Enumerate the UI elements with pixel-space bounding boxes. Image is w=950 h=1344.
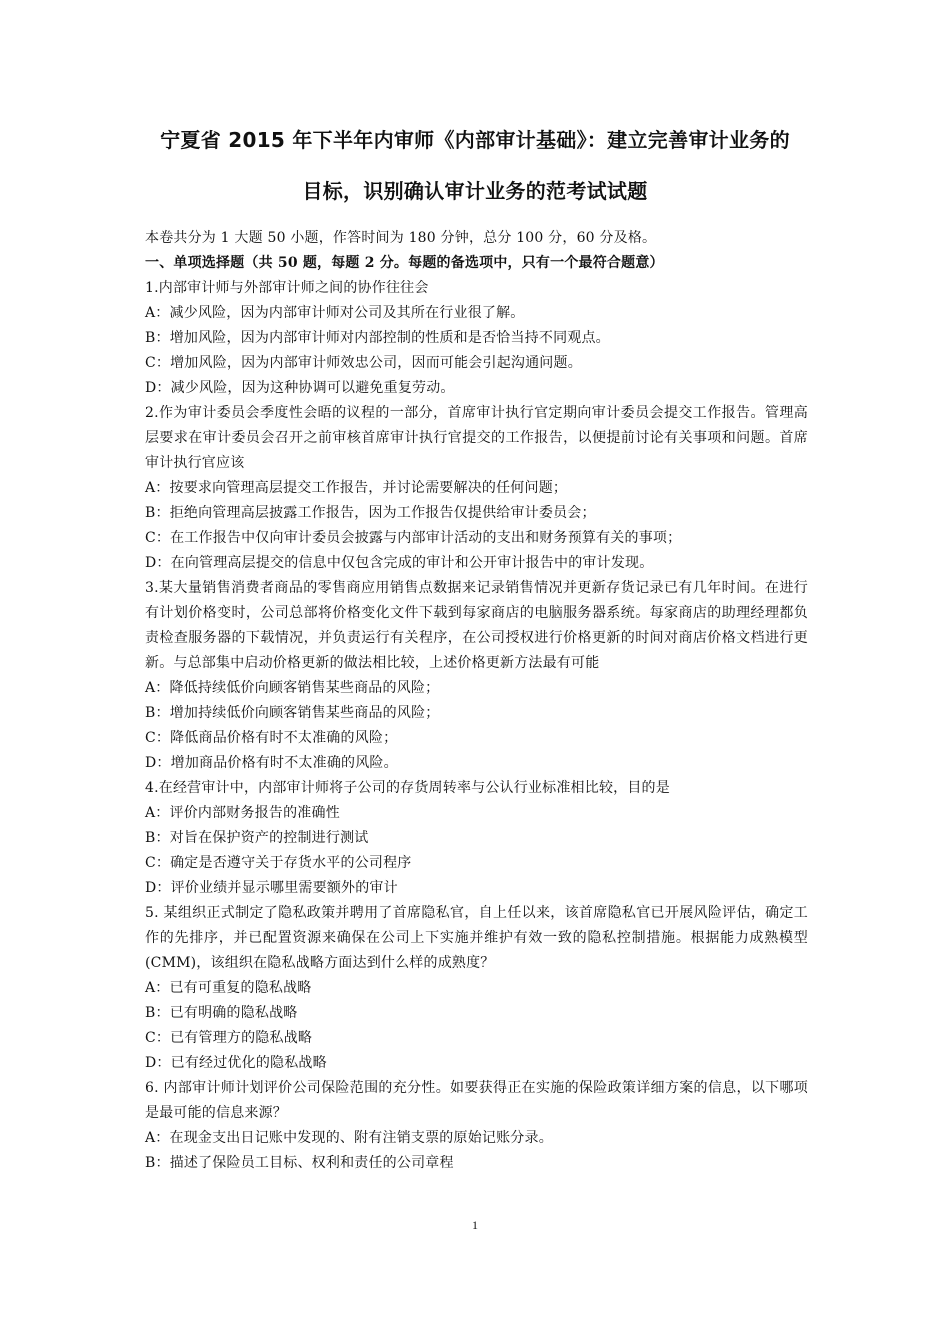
question-stem: 2.作为审计委员会季度性会晤的议程的一部分，首席审计执行官定期向审计委员会提交工作报告。管理高层要求在审计委员会召开之前审核首席审计执行官提交的工作报告，以便提前讨论有关事项和问题。首席审计执行官应该 [145, 405, 808, 471]
section-heading: 一、单项选择题（共 50 题，每题 2 分。每题的备选项中，只有一个最符合题意） [145, 255, 664, 271]
question-stem: 1.内部审计师与外部审计师之间的协作往往会 [145, 280, 429, 296]
document-title-line-2: 目标，识别确认审计业务的范考试试题 [302, 179, 648, 203]
option-c: C：已有管理方的隐私战略 [145, 1030, 313, 1046]
document-body [145, 226, 808, 1176]
document-title-line-1: 宁夏省 2015 年下半年内审师《内部审计基础》：建立完善审计业务的 [160, 128, 790, 152]
option-a: A：降低持续低价向顾客销售某些商品的风险； [145, 680, 440, 696]
option-d: D：已有经过优化的隐私战略 [145, 1055, 327, 1071]
question-3 [145, 576, 808, 776]
option-b: B：描述了保险员工目标、权利和责任的公司章程 [145, 1155, 454, 1171]
exam-intro: 本卷共分为 1 大题 50 小题，作答时间为 180 分钟，总分 100 分，60 分及格。 [145, 230, 657, 246]
option-d: D：评价业绩并显示哪里需要额外的审计 [145, 880, 398, 896]
option-b: B：拒绝向管理高层披露工作报告，因为工作报告仅提供给审计委员会； [145, 505, 596, 521]
option-d: D：在向管理高层提交的信息中仅包含完成的审计和公开审计报告中的审计发现。 [145, 555, 654, 571]
question-5 [145, 901, 808, 1076]
option-c: C：确定是否遵守关于存货水平的公司程序 [145, 855, 412, 871]
question-stem: 5. 某组织正式制定了隐私政策并聘用了首席隐私官，自上任以来，该首席隐私官已开展风险评估，确定工作的先排序，并已配置资源来确保在公司上下实施并维护有效一致的隐私控制措施。根据能力成熟模型(CMM)，该组织在隐私战略方面达到什么样的成熟度？ [145, 905, 808, 971]
option-c: C：降低商品价格有时不太准确的风险； [145, 730, 398, 746]
option-a: A：已有可重复的隐私战略 [145, 980, 312, 996]
question-4 [145, 776, 808, 901]
option-c: C：增加风险，因为内部审计师效忠公司，因而可能会引起沟通问题。 [145, 355, 582, 371]
option-a: A：减少风险，因为内部审计师对公司及其所在行业很了解。 [145, 305, 525, 321]
question-2 [145, 401, 808, 576]
option-c: C：在工作报告中仅向审计委员会披露与内部审计活动的支出和财务预算有关的事项； [145, 530, 682, 546]
option-b: B：对旨在保护资产的控制进行测试 [145, 830, 369, 846]
option-d: D：增加商品价格有时不太准确的风险。 [145, 755, 398, 771]
question-stem: 6. 内部审计师计划评价公司保险范围的充分性。如要获得正在实施的保险政策详细方案的信息，以下哪项是最可能的信息来源？ [145, 1080, 808, 1121]
option-b: B：增加持续低价向顾客销售某些商品的风险； [145, 705, 440, 721]
option-a: A：评价内部财务报告的准确性 [145, 805, 340, 821]
question-1 [145, 276, 808, 401]
option-b: B：增加风险，因为内部审计师对内部控制的性质和是否恰当持不同观点。 [145, 330, 610, 346]
question-6 [145, 1076, 808, 1176]
question-stem: 3.某大量销售消费者商品的零售商应用销售点数据来记录销售情况并更新存货记录已有几年时间。在进行有计划价格变时，公司总部将价格变化文件下载到每家商店的电脑服务器系统。每家商店的助理经理都负责检查服务器的下载情况，并负责运行有关程序，在公司授权进行价格更新的时间对商店价格文档进行更新。与总部集中启动价格更新的做法相比较，上述价格更新方法最有可能 [145, 580, 808, 671]
option-a: A：在现金支出日记账中发现的、附有注销支票的原始记账分录。 [145, 1130, 553, 1146]
question-stem: 4.在经营审计中，内部审计师将子公司的存货周转率与公认行业标准相比较，目的是 [145, 780, 670, 796]
option-a: A：按要求向管理高层提交工作报告，并讨论需要解决的任何问题； [145, 480, 568, 496]
option-d: D：减少风险，因为这种协调可以避免重复劳动。 [145, 380, 455, 396]
option-b: B：已有明确的隐私战略 [145, 1005, 298, 1021]
page-number: 1 [472, 1218, 478, 1232]
